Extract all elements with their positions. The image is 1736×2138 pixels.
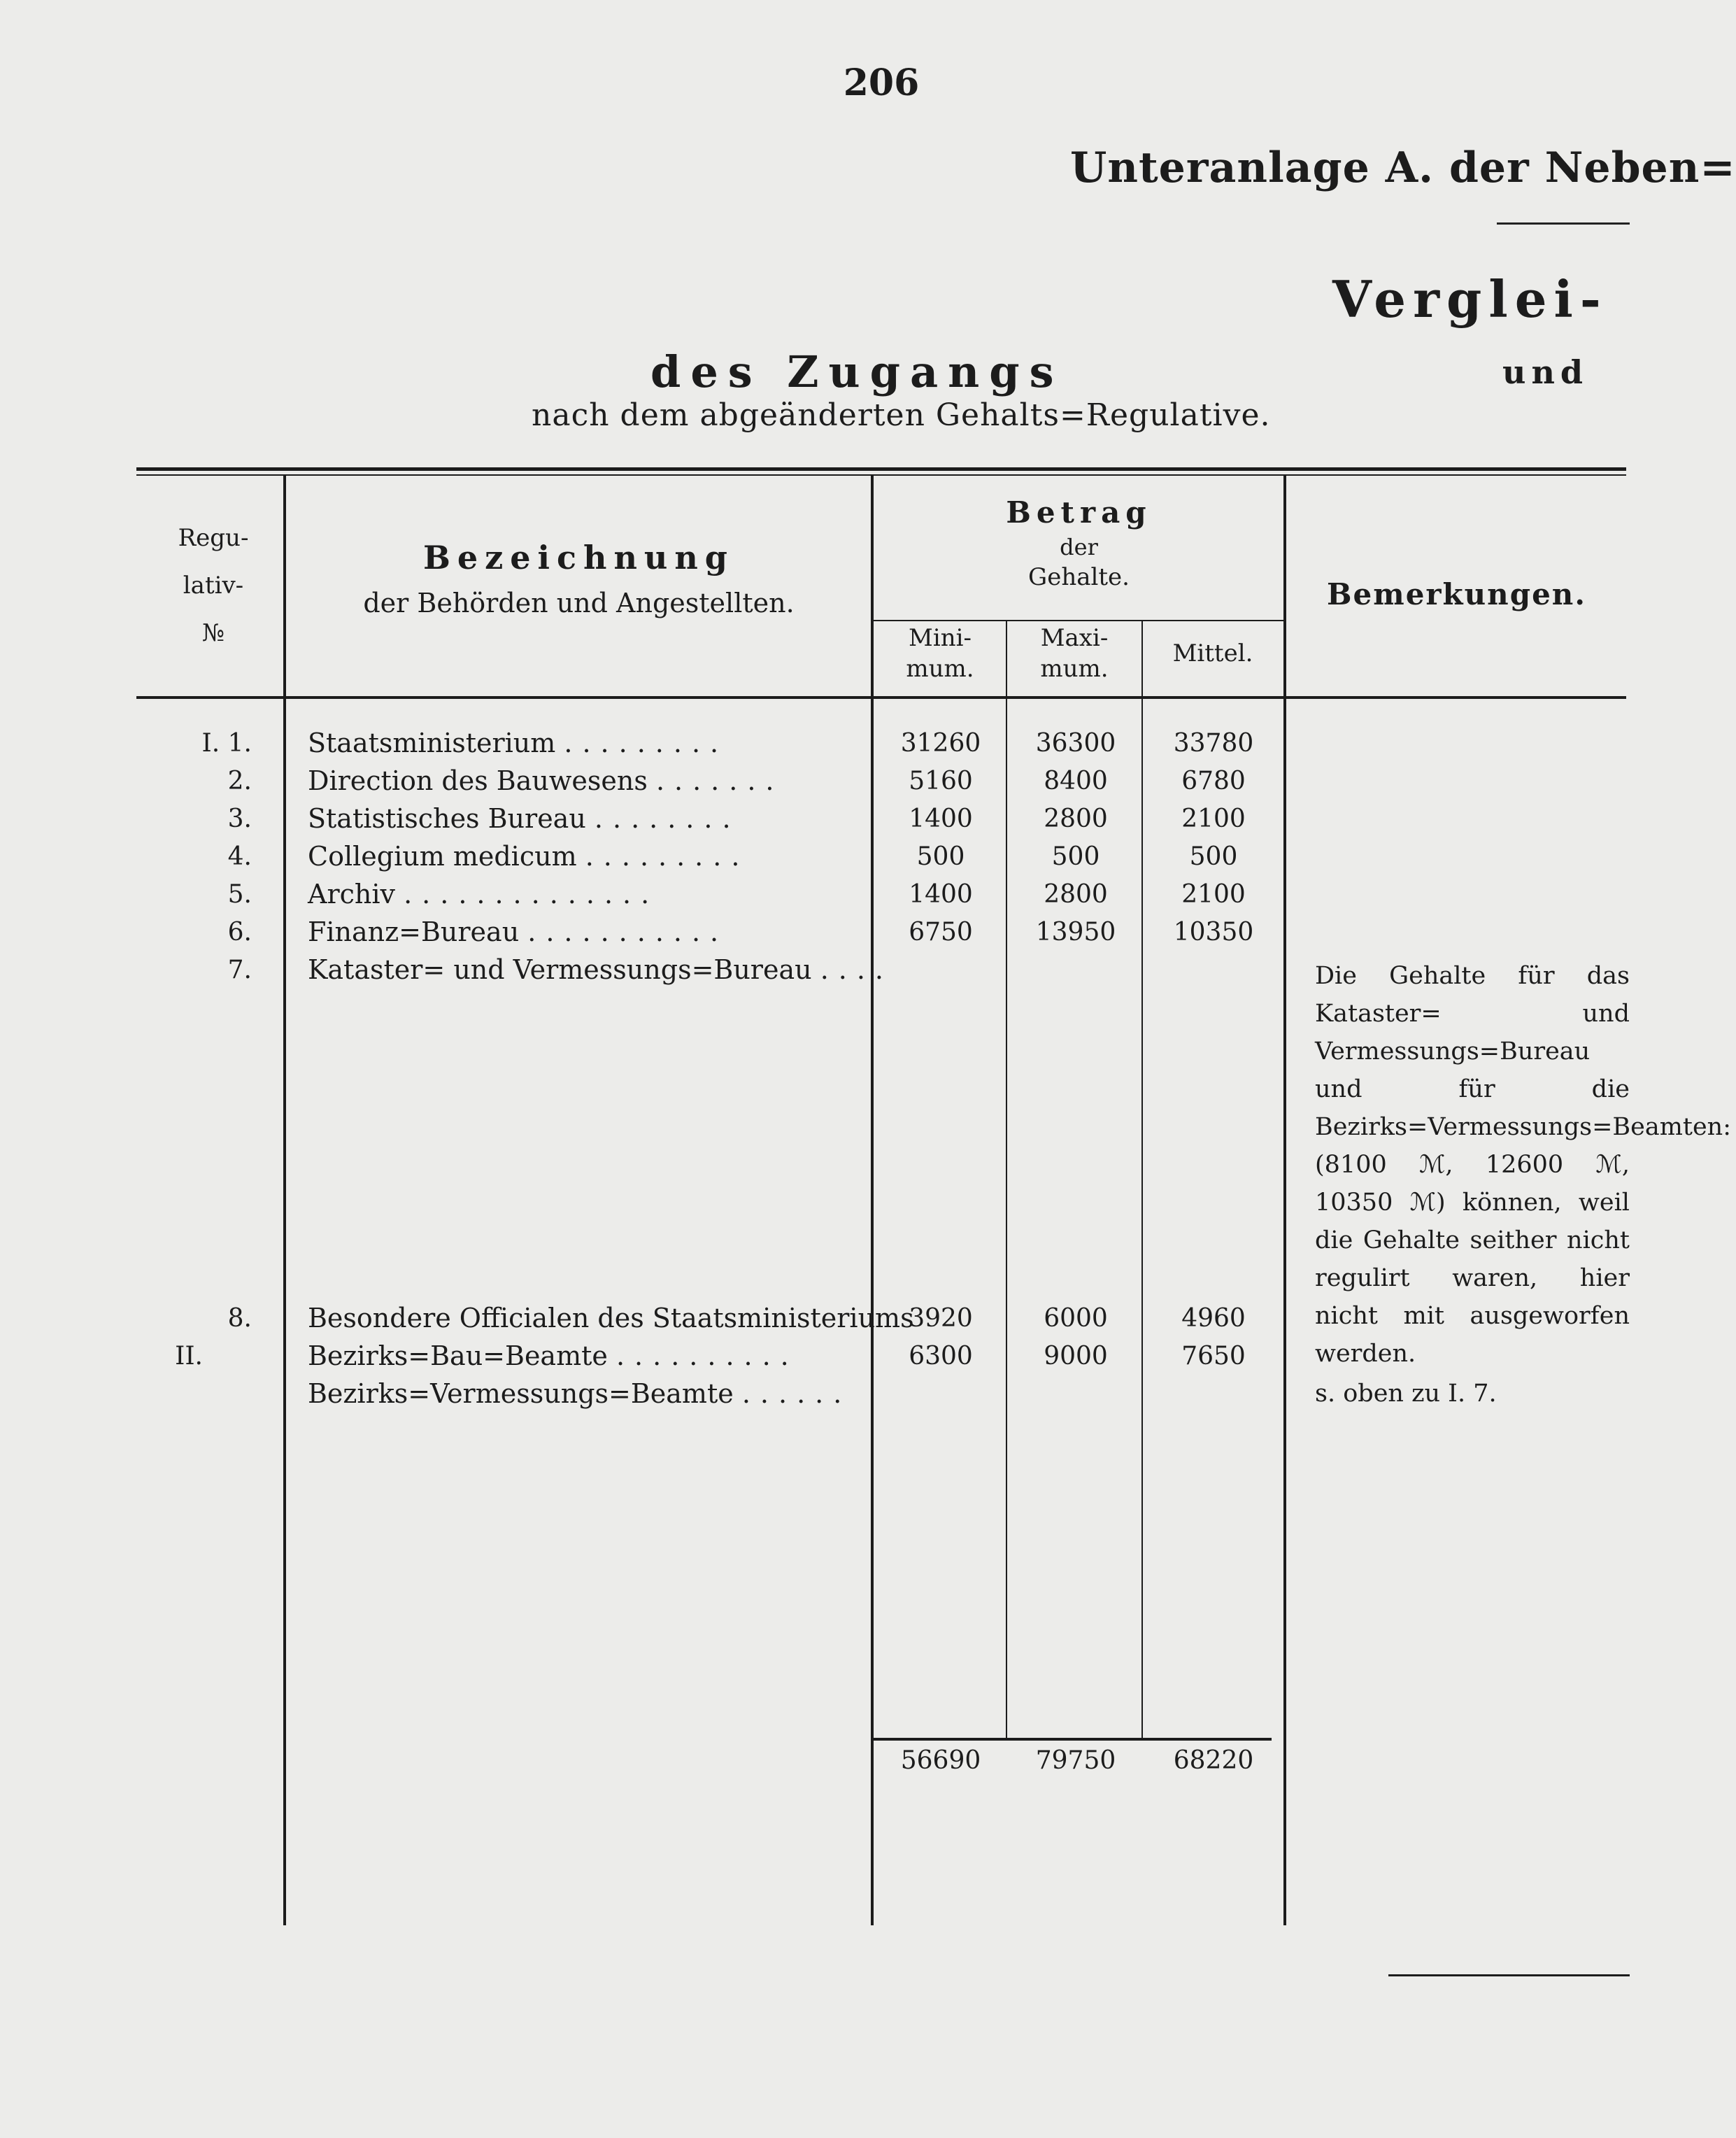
betrag-sub-rule: [873, 620, 1286, 621]
row-number: 4.: [227, 842, 252, 871]
header-regulativ-line3: №: [201, 619, 225, 647]
row-number: 3.: [227, 805, 252, 833]
subtitle: nach dem abgeänderten Gehalts=Regulative.: [532, 397, 1271, 433]
header-bezeichnung: [287, 539, 871, 618]
row-label: [308, 1378, 860, 1409]
header-regulativ-line1: Regu-: [178, 524, 249, 552]
row-label-text: Kataster= und Vermessungs=Bureau: [308, 954, 812, 985]
table-top-rule-thin: [136, 474, 1626, 476]
row-label-text: Archiv: [308, 879, 395, 909]
leader-dots: ..............: [404, 879, 660, 909]
cell-maximum: 6000: [1044, 1304, 1108, 1333]
cell-minimum: 31260: [900, 729, 981, 758]
cell-maximum: 2800: [1044, 880, 1108, 909]
row-label-text: Bezirks=Vermessungs=Beamte: [308, 1378, 734, 1409]
title-und: und: [1502, 353, 1589, 391]
cell-maximum: 9000: [1044, 1342, 1108, 1371]
header-betrag-gehalte: Gehalte.: [1028, 563, 1130, 591]
header-minimum-line1: Mini-: [909, 624, 972, 652]
row-label: [308, 728, 860, 758]
header-bezeichnung-subtitle: der Behörden und Angestellten.: [363, 588, 795, 618]
row-label-text: Finanz=Bureau: [308, 916, 520, 947]
row-number: I. 1.: [201, 729, 252, 758]
total-minimum: 56690: [900, 1746, 981, 1775]
row-label-text: Bezirks=Bau=Beamte: [308, 1340, 608, 1371]
cell-minimum: 6750: [909, 918, 973, 947]
leader-dots: ........: [594, 803, 741, 834]
header-divider: [1497, 222, 1630, 225]
footer-rule: [1388, 1974, 1630, 1976]
leader-dots: ....: [820, 954, 894, 985]
header-mittel: Mittel.: [1172, 639, 1253, 667]
header-bottom-rule: [136, 696, 1626, 699]
cell-maximum: 36300: [1035, 729, 1116, 758]
row-label: [308, 916, 860, 947]
page-number: 206: [843, 62, 920, 104]
cell-maximum: 8400: [1044, 767, 1108, 795]
cell-mittel: 10350: [1173, 918, 1254, 947]
row-number: 6.: [227, 918, 252, 947]
row-number: 2.: [227, 767, 252, 795]
row-label-text: Collegium medicum: [308, 841, 577, 872]
header-bemerkungen: Bemerkungen.: [1327, 577, 1586, 611]
remark-bezirks: s. oben zu I. 7.: [1315, 1380, 1497, 1408]
col-divider-2: [871, 476, 874, 1925]
row-number: 7.: [227, 956, 252, 984]
row-label-text: Staatsministerium: [308, 728, 556, 758]
header-betrag: [874, 495, 1283, 591]
leader-dots: ......: [741, 1378, 852, 1409]
col-divider-3: [1283, 476, 1286, 1925]
header-betrag-title: Betrag: [1006, 495, 1152, 530]
col-divider-min-max: [1006, 621, 1007, 1741]
row-number: 8.: [227, 1304, 252, 1333]
header-betrag-der: der: [1060, 534, 1098, 560]
cell-minimum: 5160: [909, 767, 973, 795]
header-minimum-line2: mum.: [906, 655, 974, 683]
cell-mittel: 500: [1189, 842, 1238, 871]
row-number: II.: [175, 1342, 203, 1371]
cell-minimum: 500: [916, 842, 965, 871]
cell-minimum: 1400: [909, 805, 973, 833]
totals-rule: [873, 1738, 1272, 1741]
header-bezeichnung-title: Bezeichnung: [423, 539, 734, 576]
cell-mittel: 7650: [1181, 1342, 1246, 1371]
remark-kataster: Die Gehalte für das Kataster= und Vermessungs=Bureau und für die Bezirks=Vermessungs=Beamten: (8100 ℳ, 12600 ℳ, 10350 ℳ) können, weil die Gehalte seither nicht regulirt waren, hier nicht mit ausgeworfen werden.: [1315, 962, 1731, 1368]
row-label: [308, 879, 860, 909]
row-number: 5.: [227, 880, 252, 909]
row-label-text: Statistisches Bureau: [308, 803, 586, 834]
header-regulativ-line2: lativ-: [183, 572, 244, 600]
row-label: [308, 803, 860, 834]
row-label: [308, 1340, 860, 1371]
cell-maximum: 13950: [1035, 918, 1116, 947]
cell-minimum: 6300: [909, 1342, 973, 1371]
cell-minimum: 1400: [909, 880, 973, 909]
leader-dots: ..........: [616, 1340, 799, 1371]
cell-mittel: 6780: [1181, 767, 1246, 795]
total-maximum: 79750: [1035, 1746, 1116, 1775]
row-label: [308, 1303, 914, 1333]
row-label: [308, 954, 894, 985]
header-regulativ: [147, 514, 280, 657]
row-label: [308, 765, 860, 796]
row-label: [308, 841, 860, 872]
title-vergleich: Verglei-: [1332, 269, 1608, 329]
cell-maximum: 500: [1051, 842, 1100, 871]
col-divider-1: [283, 476, 286, 1925]
section-header: Unteranlage A. der Neben=: [1070, 143, 1736, 192]
leader-dots: .........: [564, 728, 729, 758]
cell-mittel: 2100: [1181, 805, 1246, 833]
col-divider-max-mittel: [1141, 621, 1143, 1741]
header-maximum-line2: mum.: [1040, 655, 1109, 683]
table-top-rule: [136, 467, 1626, 471]
row-label-text: Besondere Officialen des Staatsministeriums: [308, 1303, 914, 1333]
title-zugang: des Zugangs: [650, 346, 1064, 397]
cell-maximum: 2800: [1044, 805, 1108, 833]
cell-mittel: 2100: [1181, 880, 1246, 909]
header-maximum-line1: Maxi-: [1040, 624, 1109, 652]
total-mittel: 68220: [1173, 1746, 1254, 1775]
leader-dots: ...........: [527, 916, 729, 947]
cell-minimum: 3920: [909, 1304, 973, 1333]
header-maximum: [1007, 623, 1141, 684]
leader-dots: .........: [585, 841, 750, 872]
cell-mittel: 4960: [1181, 1304, 1246, 1333]
header-minimum: [874, 623, 1006, 684]
cell-mittel: 33780: [1173, 729, 1254, 758]
leader-dots: .......: [655, 765, 784, 796]
row-label-text: Direction des Bauwesens: [308, 765, 648, 796]
